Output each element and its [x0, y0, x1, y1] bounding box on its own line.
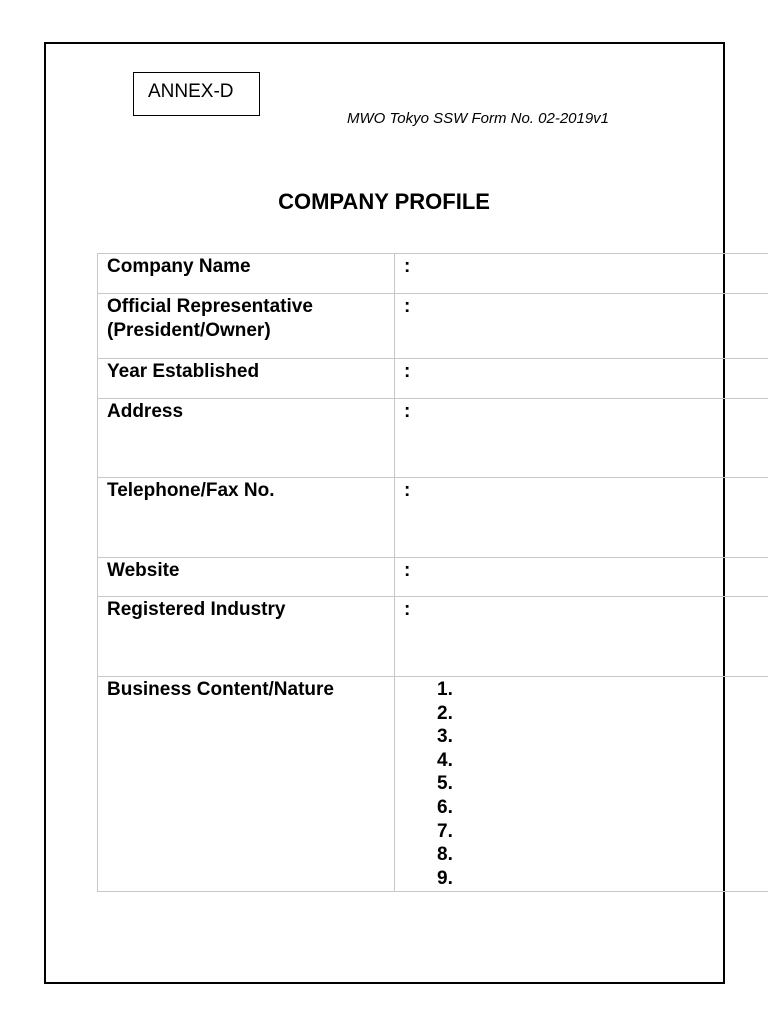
annex-label: ANNEX-D — [133, 72, 260, 116]
list-item: 8. — [437, 844, 453, 866]
label-company-name: Company Name — [98, 254, 395, 294]
value-telephone-fax[interactable] — [395, 478, 768, 558]
list-item: 4. — [437, 749, 453, 771]
colon: : — [404, 361, 411, 382]
table-row-address — [98, 399, 768, 478]
label-business-content: Business Content/Nature — [98, 677, 395, 892]
table-row-business-content — [98, 677, 768, 892]
list-item: 2. — [437, 702, 453, 724]
value-website[interactable] — [395, 558, 768, 597]
value-company-name[interactable] — [395, 254, 768, 294]
list-item: 1. — [437, 679, 453, 700]
colon: : — [404, 560, 411, 581]
colon: : — [404, 480, 411, 501]
value-registered-industry[interactable] — [395, 597, 768, 677]
label-address: Address — [98, 399, 395, 478]
label-registered-industry: Registered Industry — [98, 597, 395, 677]
label-telephone-fax: Telephone/Fax No. — [98, 478, 395, 558]
list-item: 5. — [437, 773, 453, 795]
colon: : — [404, 256, 411, 277]
list-item: 6. — [437, 796, 453, 818]
company-profile-table — [97, 253, 768, 892]
table-row-company-name — [98, 254, 768, 294]
table-row-website — [98, 558, 768, 597]
label-representative-line1: Official Representative — [107, 296, 313, 317]
label-website: Website — [98, 558, 395, 597]
colon: : — [404, 401, 411, 422]
label-representative-line2: (President/Owner) — [107, 320, 271, 341]
label-representative — [98, 294, 395, 359]
business-content-list — [404, 678, 768, 890]
list-item: 7. — [437, 820, 453, 842]
colon: : — [404, 599, 411, 620]
value-representative[interactable] — [395, 294, 768, 359]
value-address[interactable] — [395, 399, 768, 478]
table-row-year-established — [98, 359, 768, 399]
value-business-content[interactable] — [395, 677, 768, 892]
table-row-registered-industry — [98, 597, 768, 677]
form-number: MWO Tokyo SSW Form No. 02-2019v1 — [347, 110, 610, 127]
colon: : — [404, 296, 411, 317]
label-year-established: Year Established — [98, 359, 395, 399]
value-year-established[interactable] — [395, 359, 768, 399]
table-row-representative — [98, 294, 768, 359]
list-item: 9. — [437, 867, 453, 889]
list-item: 3. — [437, 726, 453, 748]
document-title: COMPANY PROFILE — [278, 189, 490, 214]
table-row-telephone-fax — [98, 478, 768, 558]
